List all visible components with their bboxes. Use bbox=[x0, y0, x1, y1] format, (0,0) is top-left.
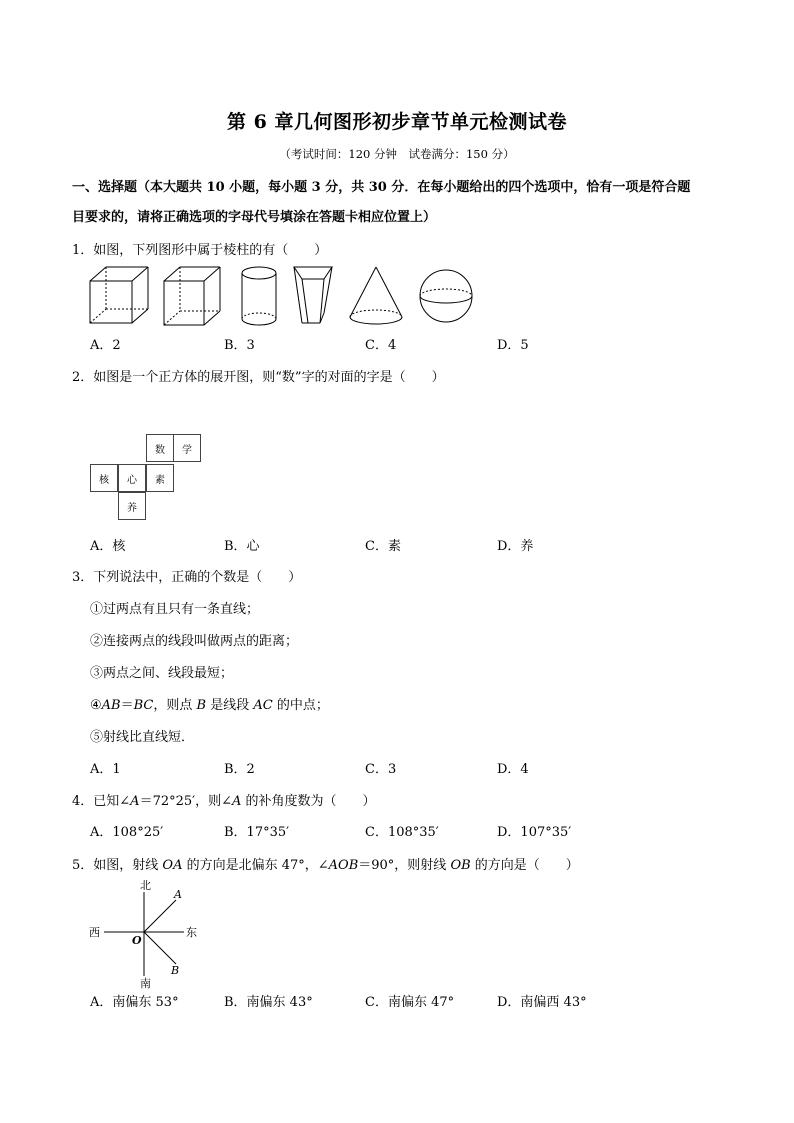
label-north: 北 bbox=[140, 879, 151, 892]
q5-option-c[interactable]: C．南偏东 47° bbox=[365, 995, 455, 1010]
q2-option-a[interactable]: A．核 bbox=[90, 539, 126, 554]
ray-ob bbox=[144, 932, 176, 964]
label-west: 西 bbox=[89, 926, 100, 939]
q3-option-d[interactable]: D．4 bbox=[497, 762, 529, 777]
q3-stem: 3．下列说法中，正确的个数是（ ） bbox=[72, 570, 302, 585]
q4-option-b[interactable]: B．17°35′ bbox=[224, 825, 290, 840]
q5-stem-c: 的方向是北偏东 47°，∠ bbox=[182, 858, 329, 873]
cone-figure-5 bbox=[350, 267, 402, 324]
q1-stem: 1．如图，下列图形中属于棱柱的有（ ） bbox=[72, 243, 328, 258]
q4-option-d[interactable]: D．107°35′ bbox=[497, 825, 572, 840]
q2-option-b[interactable]: B．心 bbox=[224, 539, 260, 554]
q4-stem-a: 4．已知∠ bbox=[72, 794, 131, 809]
q3-s4-ac: AC bbox=[253, 698, 273, 713]
q5-direction-figure bbox=[86, 878, 206, 988]
q3-statement-4 bbox=[90, 696, 329, 716]
q4-option-a[interactable]: A．108°25′ bbox=[90, 825, 164, 840]
label-o: O bbox=[132, 934, 142, 947]
net-cell-su: 素 bbox=[146, 464, 174, 492]
page-subtitle: （考试时间：120 分钟 试卷满分：150 分） bbox=[279, 147, 515, 161]
q3-s4-b: B bbox=[196, 698, 207, 713]
prism-figure-4 bbox=[294, 267, 332, 323]
q3-s4-bc: BC bbox=[133, 698, 154, 713]
q4-stem-angle-a2: A bbox=[232, 794, 242, 809]
q2-option-c[interactable]: C．素 bbox=[365, 539, 401, 554]
q3-s4-ab: AB bbox=[101, 698, 121, 713]
label-east: 东 bbox=[186, 926, 197, 939]
q4-stem-c: ＝72°25′，则∠ bbox=[139, 794, 232, 809]
q1-option-b[interactable]: B．3 bbox=[224, 338, 255, 353]
q3-s4-text2: 是线段 bbox=[206, 698, 254, 713]
q3-option-b[interactable]: B．2 bbox=[224, 762, 255, 777]
q5-option-d[interactable]: D．南偏西 43° bbox=[497, 995, 587, 1010]
cube-figure-1 bbox=[90, 267, 148, 323]
q5-stem-ob: OB bbox=[450, 858, 471, 873]
q4-stem bbox=[72, 792, 376, 812]
sphere-figure-6 bbox=[420, 270, 472, 322]
q2-stem: 2．如图是一个正方体的展开图，则“数”字的对面的字是（ ） bbox=[72, 370, 445, 385]
net-cell-shu: 数 bbox=[146, 434, 174, 462]
section-instructions-line2: 目要求的，请将正确选项的字母代号填涂在答题卡相应位置上） bbox=[72, 210, 437, 225]
q5-stem-a: 5．如图，射线 bbox=[72, 858, 163, 873]
q2-option-d[interactable]: D．养 bbox=[497, 539, 534, 554]
q5-stem-g: 的方向是（ ） bbox=[470, 858, 579, 873]
q5-option-a[interactable]: A．南偏东 53° bbox=[90, 995, 179, 1010]
label-b: B bbox=[171, 964, 180, 977]
cube-net-figure bbox=[90, 434, 206, 520]
section-instructions-line1: 一、选择题（本大题共 10 小题，每小题 3 分，共 30 分．在每小题给出的四个选项中，恰有一项是符合题 bbox=[72, 180, 691, 195]
q1-option-c[interactable]: C．4 bbox=[365, 338, 397, 353]
q5-option-b[interactable]: B．南偏东 43° bbox=[224, 995, 313, 1010]
q4-stem-e: 的补角度数为（ ） bbox=[241, 794, 376, 809]
q5-stem-aob: AOB bbox=[328, 858, 359, 873]
q3-s4-eq: ＝ bbox=[120, 698, 134, 713]
q5-stem-oa: OA bbox=[162, 858, 183, 873]
q3-statement-3: ③两点之间、线段最短； bbox=[90, 666, 234, 681]
q4-stem-angle-a: A bbox=[130, 794, 140, 809]
ray-oa bbox=[144, 900, 176, 932]
q3-statement-2: ②连接两点的线段叫做两点的距离； bbox=[90, 634, 299, 649]
cylinder-figure-3 bbox=[242, 267, 276, 325]
label-a: A bbox=[174, 888, 182, 901]
q1-figures bbox=[86, 263, 476, 329]
net-cell-yang: 养 bbox=[118, 492, 146, 520]
net-cell-he: 核 bbox=[90, 464, 118, 492]
q1-option-d[interactable]: D．5 bbox=[497, 338, 529, 353]
q5-stem bbox=[72, 856, 579, 876]
cuboid-figure-2 bbox=[164, 267, 220, 325]
page-title: 第 6 章几何图形初步章节单元检测试卷 bbox=[227, 111, 567, 133]
q3-statement-1: ①过两点有且只有一条直线； bbox=[90, 602, 260, 617]
net-cell-xue: 学 bbox=[173, 434, 201, 462]
q3-s4-text3: 的中点； bbox=[272, 698, 329, 713]
q5-stem-e: ＝90°，则射线 bbox=[358, 858, 451, 873]
q3-s4-marker: ④ bbox=[90, 698, 102, 713]
q3-statement-5: ⑤射线比直线短． bbox=[90, 730, 195, 745]
q3-s4-text1: ，则点 bbox=[153, 698, 197, 713]
q3-option-a[interactable]: A．1 bbox=[90, 762, 121, 777]
q3-option-c[interactable]: C．3 bbox=[365, 762, 397, 777]
label-south: 南 bbox=[140, 977, 151, 990]
q1-option-a[interactable]: A．2 bbox=[90, 338, 121, 353]
net-cell-xin: 心 bbox=[118, 464, 146, 492]
q4-option-c[interactable]: C．108°35′ bbox=[365, 825, 439, 840]
